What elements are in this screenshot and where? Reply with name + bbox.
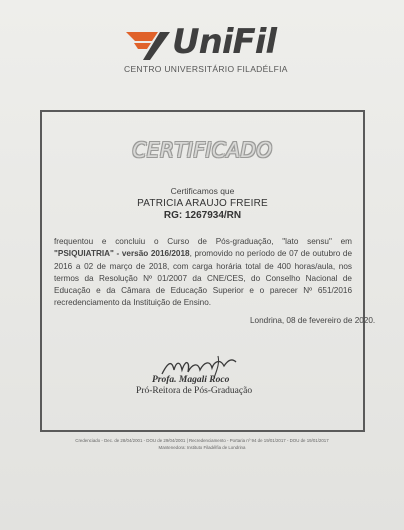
unifil-mark-icon: [124, 28, 172, 62]
certificate-title: CERTIFICADO: [132, 138, 273, 162]
signatory-name: Profa. Magali Roco: [152, 375, 230, 385]
issue-date: Londrina, 08 de fevereiro de 2020.: [250, 316, 376, 325]
body-details: , promovido no período de 07 de outubro de 2016 a 02 de março de 2018, com carga horária total de 400 horas/aula, nos termos da Resolução Nº 01/2007 da CNE/CES, do Conselho Nacional de Educação e da Câmara de Educação Superior e o parecer Nº 651/2016 recredenciamento da Instituição de Ensino.: [54, 249, 352, 308]
recipient-rg: RG: 1267934/RN: [163, 210, 242, 221]
footer-accreditation: Credenciado - Dec. de 28/04/2001 - DOU de 29/04/2001 | Recredenciamento - Portaria nº 94 de 19/01/2017 - DOU de 19/01/2017: [75, 438, 329, 443]
intro-text: Certificamos que: [170, 186, 235, 196]
signatory-role: Pró-Reitora de Pós-Graduação: [136, 386, 253, 396]
unifil-logo: [118, 24, 288, 66]
logo-subtitle: CENTRO UNIVERSITÁRIO FILADÉLFIA: [124, 64, 288, 74]
footer-maintainer: Mantenedora: Instituto Filadélfia de Londrina: [158, 445, 246, 450]
body-intro: frequentou e concluiu o Curso de Pós-graduação, "lato sensu" em: [54, 237, 352, 246]
logo-text: UniFil: [172, 22, 277, 62]
course-name: "PSIQUIATRIA" - versão 2016/2018: [54, 249, 190, 259]
recipient-name: PATRICIA ARAUJO FREIRE: [137, 198, 268, 209]
certificate-body: [54, 236, 352, 310]
